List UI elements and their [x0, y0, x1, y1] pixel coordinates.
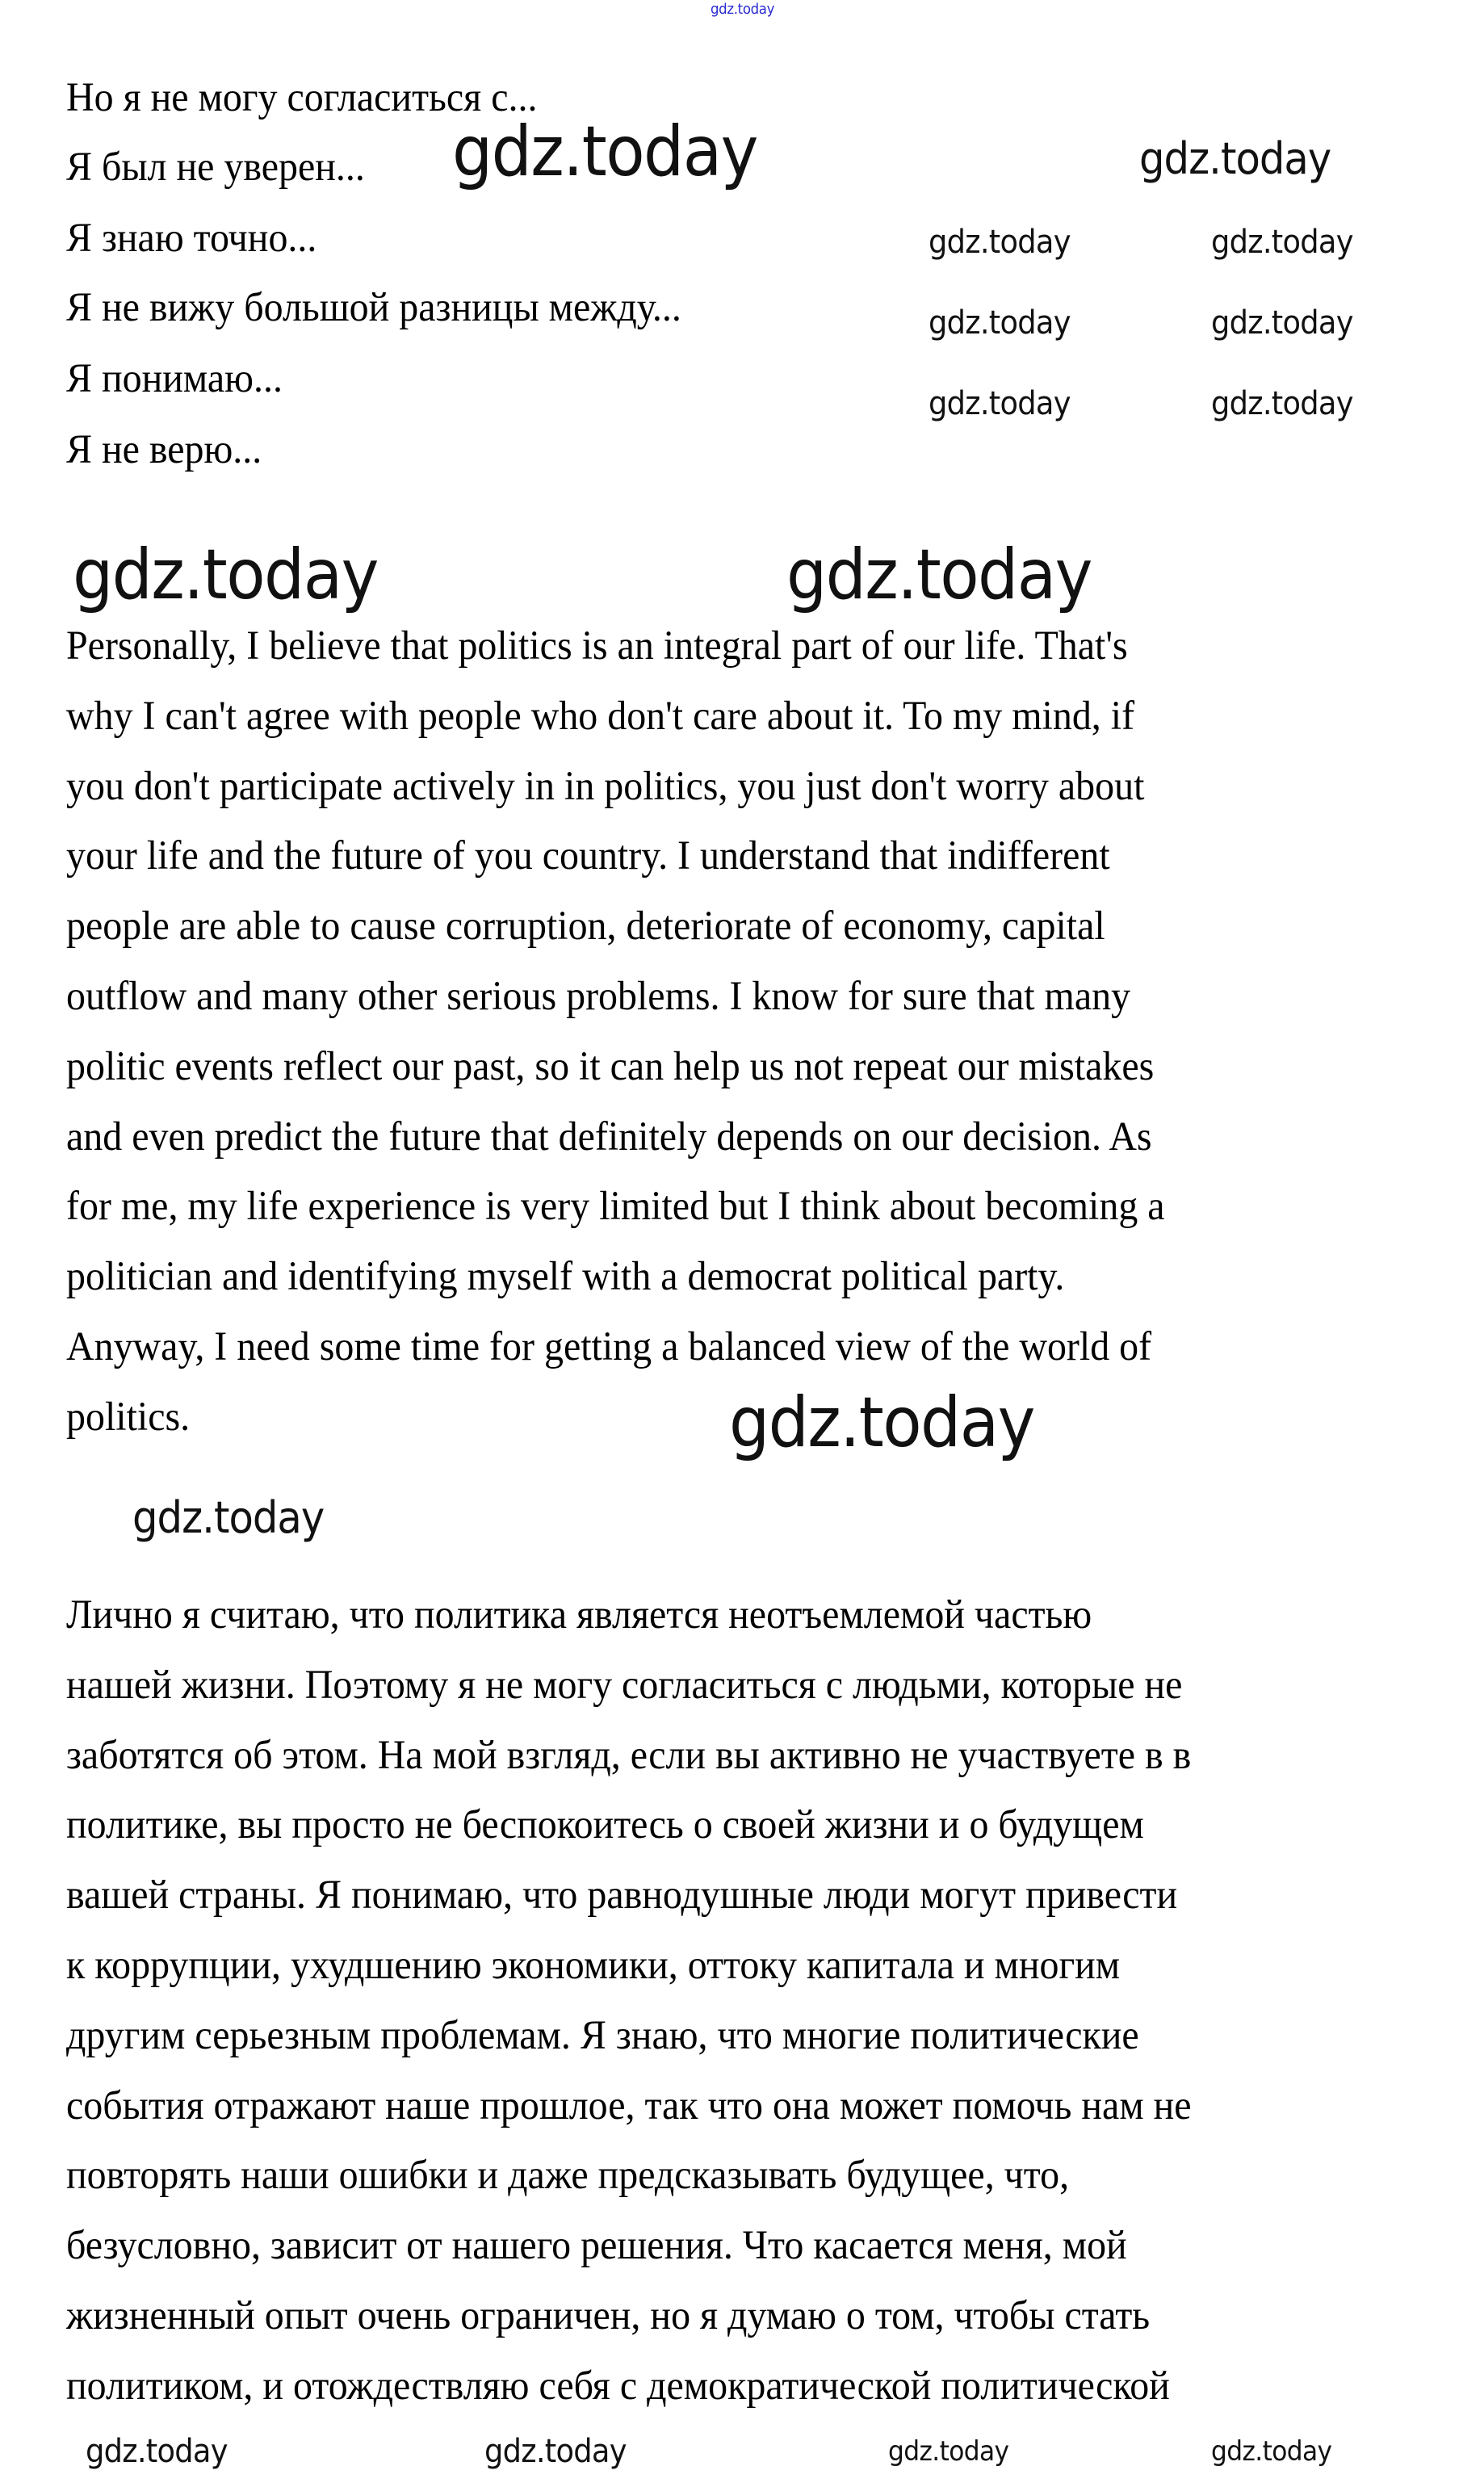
paragraph-line: Anyway, I need some time for getting a balanced view of the world of	[66, 1324, 1152, 1369]
paragraph-line: нашей жизни. Поэтому я не могу согласиться с людьми, которые не	[66, 1663, 1183, 1708]
paragraph-line: к коррупции, ухудшению экономики, оттоку капитала и многим	[66, 1943, 1121, 1988]
paragraph-line: your life and the future of you country. I understand that indifferent	[66, 833, 1110, 879]
watermark: gdz.today	[1211, 2435, 1332, 2468]
paragraph-line: people are able to cause corruption, deteriorate of economy, capital	[66, 904, 1105, 949]
watermark: gdz.today	[929, 304, 1071, 342]
watermark: gdz.today	[452, 111, 757, 192]
paragraph-line: for me, my life experience is very limited but I think about becoming a	[66, 1184, 1165, 1229]
phrase-line: Я не верю...	[66, 427, 262, 472]
watermark: gdz.today	[1211, 385, 1353, 422]
watermark: gdz.today	[929, 385, 1071, 422]
watermark: gdz.today	[73, 535, 378, 615]
paragraph-line: политике, вы просто не беспокоитесь о своей жизни и о будущем	[66, 1802, 1144, 1847]
paragraph-line: безусловно, зависит от нашего решения. Что касается меня, мой	[66, 2223, 1127, 2268]
paragraph-line: politician and identifying myself with a democrat political party.	[66, 1254, 1065, 1299]
watermark: gdz.today	[1211, 304, 1353, 342]
paragraph-line: why I can't agree with people who don't care about it. To my mind, if	[66, 694, 1135, 739]
watermark: gdz.today	[484, 2433, 627, 2470]
paragraph-line: заботятся об этом. На мой взгляд, если вы активно не участвуете в в	[66, 1733, 1192, 1778]
phrase-line: Я знаю точно...	[66, 216, 317, 261]
watermark: gdz.today	[929, 224, 1071, 261]
watermark: gdz.today	[86, 2433, 228, 2470]
paragraph-line: Лично я считаю, что политика является неотъемлемой частью	[66, 1592, 1092, 1638]
watermark: gdz.today	[888, 2435, 1009, 2468]
watermark: gdz.today	[786, 535, 1092, 615]
paragraph-line: жизненный опыт очень ограничен, но я думаю о том, чтобы стать	[66, 2293, 1151, 2338]
paragraph-line: вашей страны. Я понимаю, что равнодушные люди могут привести	[66, 1873, 1178, 1918]
paragraph-line: politics.	[66, 1394, 191, 1440]
phrase-line: Я был не уверен...	[66, 145, 365, 190]
watermark: gdz.today	[1139, 133, 1331, 184]
paragraph-line: outflow and many other serious problems. I know for sure that many	[66, 974, 1131, 1019]
paragraph-line: Personally, I believe that politics is an integral part of our life. That's	[66, 623, 1128, 669]
watermark: gdz.today	[729, 1382, 1034, 1463]
paragraph-line: другим серьезным проблемам. Я знаю, что многие политические	[66, 2013, 1139, 2058]
paragraph-line: you don't participate actively in in politics, you just don't worry about	[66, 764, 1145, 809]
paragraph-line: and even predict the future that definitely depends on our decision. As	[66, 1114, 1152, 1160]
watermark: gdz.today	[1211, 224, 1353, 261]
paragraph-line: politic events reflect our past, so it can help us not repeat our mistakes	[66, 1044, 1155, 1089]
phrase-line: Но я не могу согласиться с...	[66, 75, 538, 120]
paragraph-line: события отражают наше прошлое, так что она может помочь нам не	[66, 2083, 1192, 2128]
phrase-line: Я понимаю...	[66, 356, 283, 401]
paragraph-line: повторять наши ошибки и даже предсказывать будущее, что,	[66, 2153, 1070, 2198]
phrase-line: Я не вижу большой разницы между...	[66, 285, 681, 330]
watermark: gdz.today	[711, 1, 775, 18]
paragraph-line: политиком, и отождествляю себя с демократической политической	[66, 2363, 1170, 2409]
watermark: gdz.today	[132, 1492, 325, 1543]
